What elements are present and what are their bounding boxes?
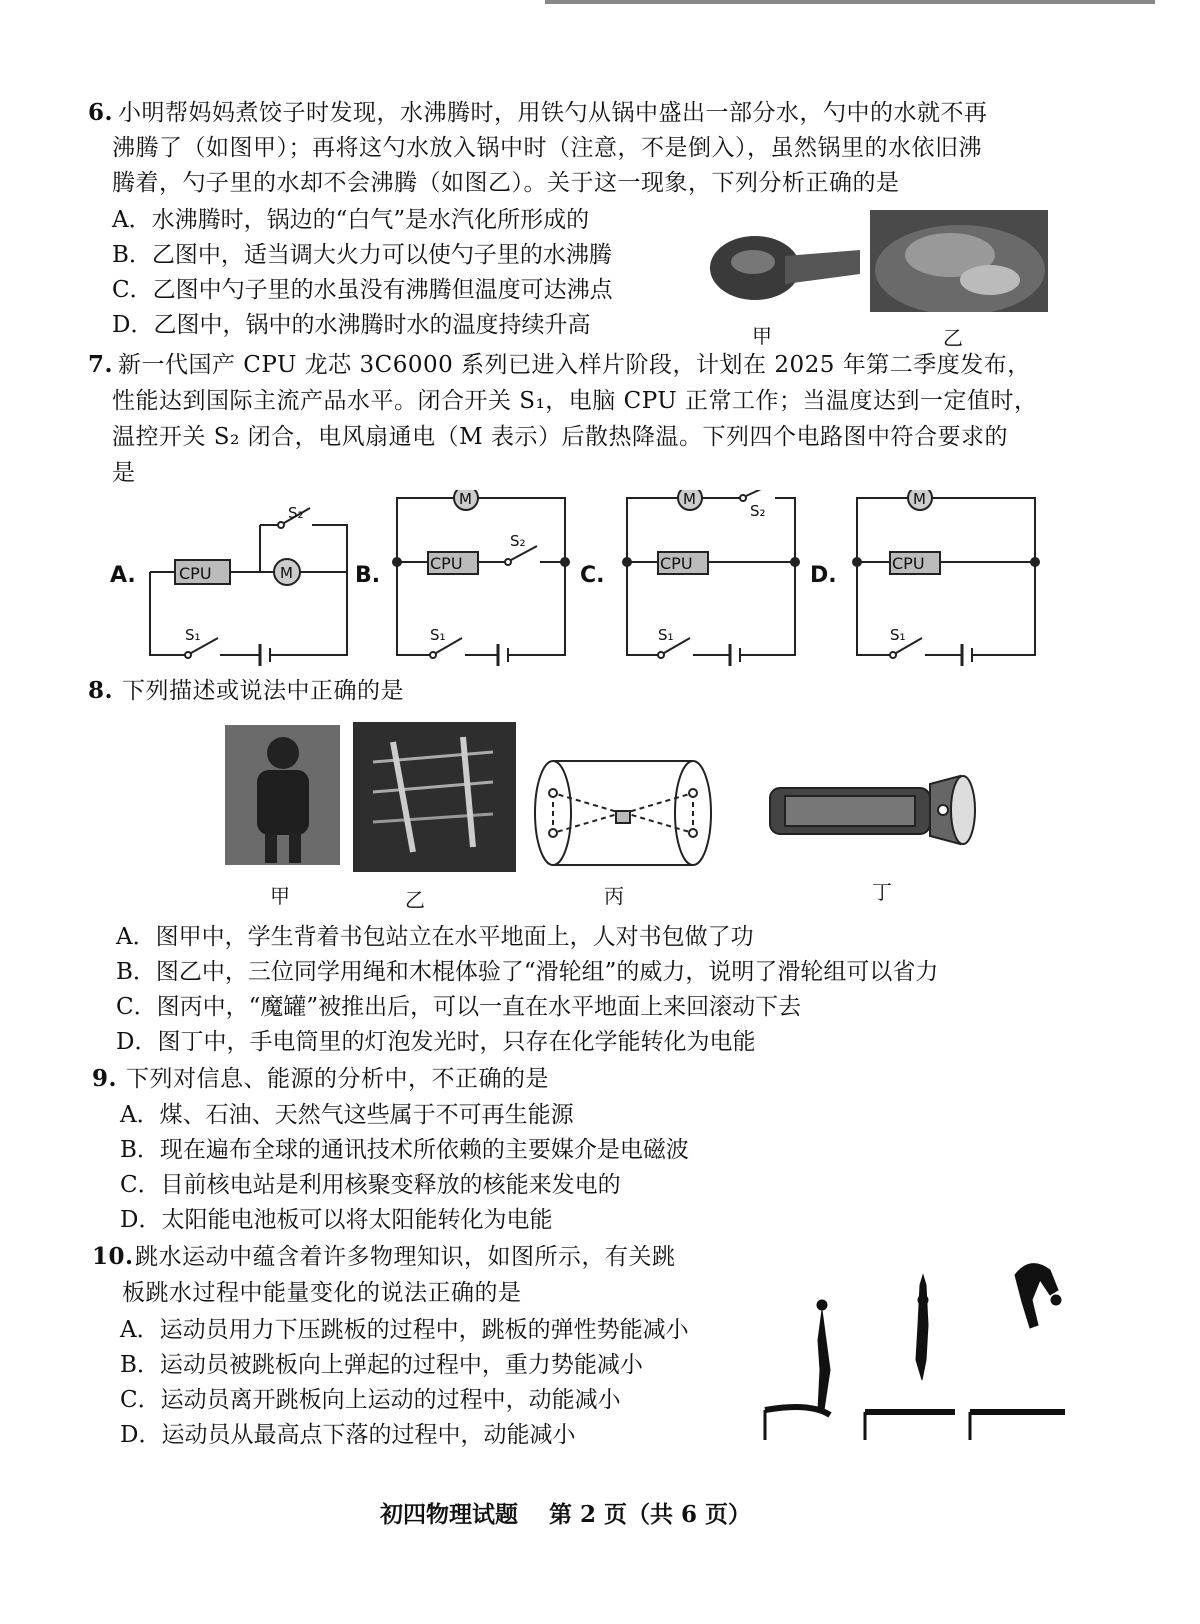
circuit-c-s1: S₁: [658, 626, 674, 644]
circuit-d-label: D.: [810, 563, 837, 588]
q8-number: 8.: [88, 677, 114, 704]
q6-caption-yi: 乙: [943, 326, 963, 350]
q10-option-d: D．运动员从最高点下落的过程中，动能减小: [120, 1422, 576, 1448]
q8-option-b: B．图乙中，三位同学用绳和木棍体验了“滑轮组”的威力，说明了滑轮组可以省力: [116, 959, 939, 985]
q7-line-2: 性能达到国际主流产品水平。闭合开关 S₁，电脑 CPU 正常工作；当温度达到一定值时，: [112, 388, 1038, 414]
scan-edge: [545, 0, 1155, 4]
circuit-d: [810, 490, 1039, 666]
q6-number: 6.: [88, 99, 114, 126]
q7-line-4: 是: [112, 460, 136, 486]
circuit-diagrams: [100, 490, 1085, 670]
page-footer: 初四物理试题 第 2 页（共 6 页）: [380, 1501, 752, 1528]
q8-caption-jia: 甲: [270, 884, 290, 908]
circuit-a-s1: S₁: [185, 626, 201, 644]
q8-caption-yi: 乙: [405, 888, 425, 912]
q10-number: 10.: [92, 1243, 134, 1270]
circuit-b-s2: S₂: [510, 532, 526, 550]
magic-can-diagram: [533, 758, 713, 870]
q6-option-a: A．水沸腾时，锅边的“白气”是水汽化所形成的: [112, 207, 590, 233]
circuit-a-motor: M: [280, 564, 293, 582]
circuit-a: [110, 504, 347, 666]
q7-number: 7.: [88, 351, 114, 378]
flashlight-diagram: [765, 770, 985, 850]
circuit-b-label: B.: [355, 563, 381, 588]
q6-option-d: D．乙图中，锅中的水沸腾时水的温度持续升高: [112, 312, 591, 338]
student-backpack-photo: [225, 725, 340, 865]
q9-number: 9.: [92, 1065, 118, 1092]
q9-option-d: D．太阳能电池板可以将太阳能转化为电能: [120, 1207, 553, 1233]
q8-caption-ding: 丁: [872, 880, 892, 904]
q9-option-c: C．目前核电站是利用核聚变释放的核能来发电的: [120, 1172, 621, 1198]
circuit-d-motor: M: [913, 490, 926, 508]
q8-caption-bing: 丙: [604, 884, 624, 908]
q10-option-a: A．运动员用力下压跳板的过程中，跳板的弹性势能减小: [120, 1317, 689, 1343]
q6-caption-jia: 甲: [752, 324, 772, 348]
q6-line-2: 沸腾了（如图甲）；再将这勺水放入锅中时（注意，不是倒入），虽然锅里的水依旧沸: [112, 135, 982, 161]
rope-stick-photo: [353, 722, 516, 872]
circuit-a-label: A.: [110, 563, 136, 588]
circuit-d-cpu: CPU: [892, 554, 925, 573]
q8-option-a: A．图甲中，学生背着书包站立在水平地面上，人对书包做了功: [116, 924, 754, 950]
circuit-b-s1: S₁: [430, 626, 446, 644]
circuit-c-motor: M: [683, 490, 696, 508]
q10-option-b: B．运动员被跳板向上弹起的过程中，重力势能减小: [120, 1352, 643, 1378]
q6-option-b: B．乙图中，适当调大火力可以使勺子里的水沸腾: [112, 242, 612, 268]
q6-option-c: C．乙图中勺子里的水虽没有沸腾但温度可达沸点: [112, 277, 613, 303]
q9-stem: 下列对信息、能源的分析中，不正确的是: [126, 1066, 549, 1092]
q8-option-d: D．图丁中，手电筒里的灯泡发光时，只存在化学能转化为电能: [116, 1029, 756, 1055]
q6-line-3: 腾着，勺子里的水却不会沸腾（如图乙）。关于这一现象，下列分析正确的是: [112, 170, 900, 196]
circuit-c-cpu: CPU: [660, 554, 693, 573]
q10-line-2: 板跳水过程中能量变化的说法正确的是: [122, 1280, 522, 1306]
circuit-c-label: C.: [580, 563, 605, 588]
circuit-b: [355, 490, 569, 666]
pot-photo: [870, 210, 1048, 312]
q6-line-1: 小明帮妈妈煮饺子时发现，水沸腾时，用铁勺从锅中盛出一部分水，勺中的水就不再: [118, 100, 988, 126]
circuit-b-motor: M: [459, 490, 472, 508]
circuit-a-s2: S₂: [288, 504, 304, 522]
q10-line-1: 跳水运动中蕴含着许多物理知识，如图所示，有关跳: [135, 1244, 676, 1270]
circuit-c: [580, 490, 799, 666]
circuit-b-cpu: CPU: [430, 554, 463, 573]
circuit-a-cpu: CPU: [179, 564, 212, 583]
q9-option-a: A．煤、石油、天然气这些属于不可再生能源: [120, 1102, 574, 1128]
circuit-d-s1: S₁: [890, 626, 906, 644]
q9-option-b: B．现在遍布全球的通讯技术所依赖的主要媒介是电磁波: [120, 1137, 689, 1163]
ladle-photo: [705, 228, 865, 308]
circuit-c-s2: S₂: [750, 502, 766, 520]
q8-stem: 下列描述或说法中正确的是: [122, 678, 404, 704]
q8-option-c: C．图丙中，“魔罐”被推出后，可以一直在水平地面上来回滚动下去: [116, 994, 802, 1020]
q7-line-3: 温控开关 S₂ 闭合，电风扇通电（M 表示）后散热降温。下列四个电路图中符合要求的: [112, 424, 1008, 450]
q7-line-1: 新一代国产 CPU 龙芯 3C6000 系列已进入样片阶段，计划在 2025 年第二季度发布，: [118, 352, 1031, 378]
q10-option-c: C．运动员离开跳板向上运动的过程中，动能减小: [120, 1387, 621, 1413]
diving-diagram: [760, 1250, 1070, 1445]
